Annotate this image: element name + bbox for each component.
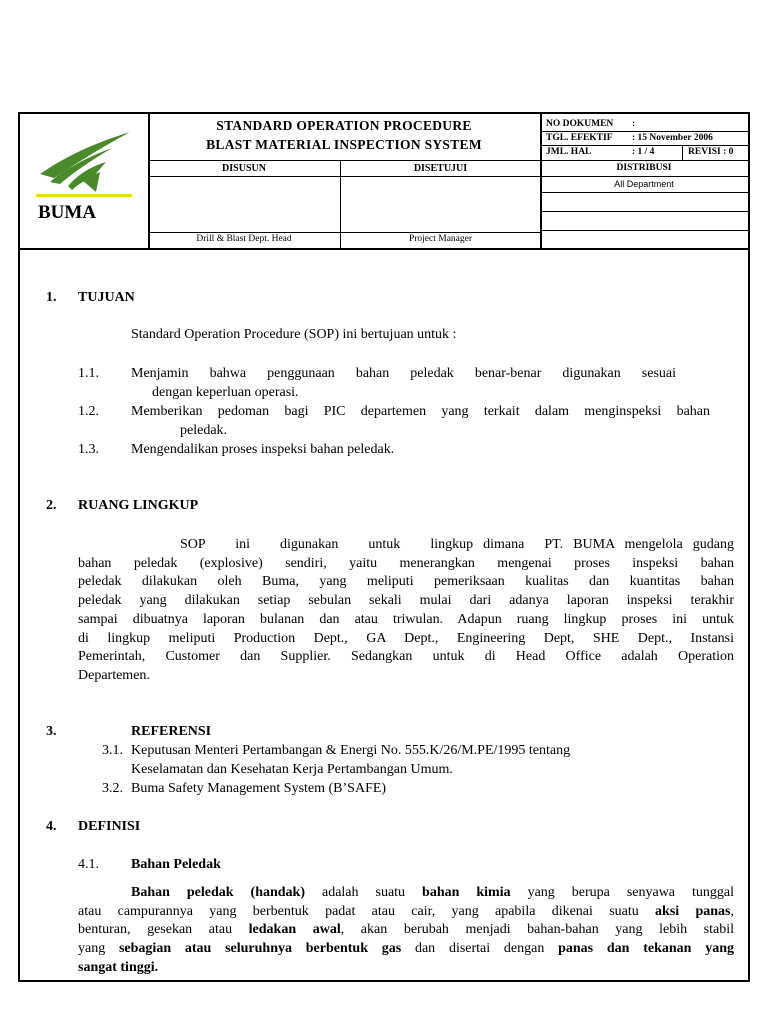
s1-intro: Standard Operation Procedure (SOP) ini bertujuan untuk : <box>131 327 457 342</box>
logo-cell <box>20 114 150 248</box>
s2-line-4: peledak yang dilakukan setiap sebulan sekali mulai dari adanya laporan inspeksi terakhir <box>78 593 734 608</box>
title-cell <box>148 114 542 248</box>
s2-line-3: peledak dilakukan oleh Buma, yang meliputi pemeriksaan kualitas dan kuantitas bahan <box>78 574 734 589</box>
s4-para-line-2: atau campurannya yang berbentuk padat atau cair, yang apabila dikenai suatu aksi panas, <box>78 904 734 919</box>
s1-1-line2: dengan keperluan operasi. <box>152 385 299 400</box>
s1-3-line1: Mengendalikan proses inspeksi bahan peledak. <box>131 442 395 457</box>
disetujui-name: Project Manager <box>408 234 473 244</box>
s3-1-line1: Keputusan Menteri Pertambangan & Energi No. 555.K/26/M.PE/1995 tentang <box>131 743 571 758</box>
s3-number: 3. <box>46 724 57 739</box>
s2-line-5: sampai dibuatnya laporan bulanan dan atau triwulan. Adapun ruang lingkup proses ini untuk <box>78 612 734 627</box>
s1-1-line1: Menjamin bahwa penggunaan bahan peledak benar-benar digunakan sesuai <box>131 366 676 381</box>
revisi-value: REVISI : 0 <box>688 147 734 157</box>
buma-logo-icon <box>32 126 136 200</box>
s4-1-number: 4.1. <box>78 857 99 872</box>
s2-line-1: SOP ini digunakan untuk lingkup dimana PT. BUMA mengelola gudang <box>180 537 734 552</box>
disusun-label: DISUSUN <box>222 163 266 174</box>
s2-line-7: Pemerintah, Customer dan Supplier. Sedangkan untuk di Head Office adalah Operation <box>78 649 734 664</box>
doc-meta-cell <box>540 114 748 248</box>
s2-line-2: bahan peledak (explosive) sendiri, yaitu menerangkan mengenai proses inspeksi bahan <box>78 556 734 571</box>
s1-1-number: 1.1. <box>78 366 99 381</box>
s4-1-title: Bahan Peledak <box>131 857 221 872</box>
s3-2-number: 3.2. <box>102 781 123 796</box>
s1-3-number: 1.3. <box>78 442 99 457</box>
s4-para-line-3: benturan, gesekan atau ledakan awal, akan berubah menjadi bahan-bahan yang lebih stabil <box>78 922 735 937</box>
jml-hal-value: : 1 / 4 <box>632 147 655 157</box>
disetujui-label: DISETUJUI <box>413 163 468 174</box>
s4-para-line-4: yang sebagian atau seluruhnya berbentuk gas dan disertai dengan panas dan tekanan yang <box>78 941 734 956</box>
disusun-name: Drill & Blast Dept. Head <box>196 234 292 244</box>
s1-2-line2: peledak. <box>180 423 228 438</box>
distribusi-value: All Department <box>614 179 674 189</box>
s4-title: DEFINISI <box>78 819 141 834</box>
s1-title: TUJUAN <box>78 290 135 305</box>
distribusi-label: DISTRIBUSI <box>616 163 672 173</box>
s3-1-number: 3.1. <box>102 743 123 758</box>
s4-number: 4. <box>46 819 57 834</box>
tgl-efektif-value: : 15 November 2006 <box>632 133 713 143</box>
s4-para-line-1: Bahan peledak (handak) adalah suatu bahan kimia yang berupa senyawa tunggal <box>131 885 734 900</box>
s2-title: RUANG LINGKUP <box>78 498 199 513</box>
s3-2-line1: Buma Safety Management System (B’SAFE) <box>131 781 387 796</box>
s4-para-line-5: sangat tinggi. <box>78 960 159 975</box>
no-dokumen-value: : <box>632 119 636 129</box>
s2-number: 2. <box>46 498 57 513</box>
s2-line-6: di lingkup meliputi Production Dept., GA Dept., Engineering Dept, SHE Dept., Instansi <box>78 631 734 646</box>
no-dokumen-label: NO DOKUMEN <box>546 119 614 129</box>
s3-1-line2: Keselamatan dan Kesehatan Kerja Pertambangan Umum. <box>131 762 453 777</box>
s2-line-8: Departemen. <box>78 668 150 683</box>
jml-hal-label: JML. HAL <box>546 147 592 157</box>
doc-title-line2: BLAST MATERIAL INSPECTION SYSTEM <box>206 137 482 152</box>
logo-text: BUMA <box>38 202 97 223</box>
s1-2-number: 1.2. <box>78 404 99 419</box>
s1-number: 1. <box>46 290 57 305</box>
document-header <box>20 114 748 250</box>
doc-title-line1: STANDARD OPERATION PROCEDURE <box>216 118 472 133</box>
tgl-efektif-label: TGL. EFEKTIF <box>546 133 613 143</box>
s3-title: REFERENSI <box>131 724 212 739</box>
s1-2-line1: Memberikan pedoman bagi PIC departemen yang terkait dalam menginspeksi bahan <box>131 404 710 419</box>
